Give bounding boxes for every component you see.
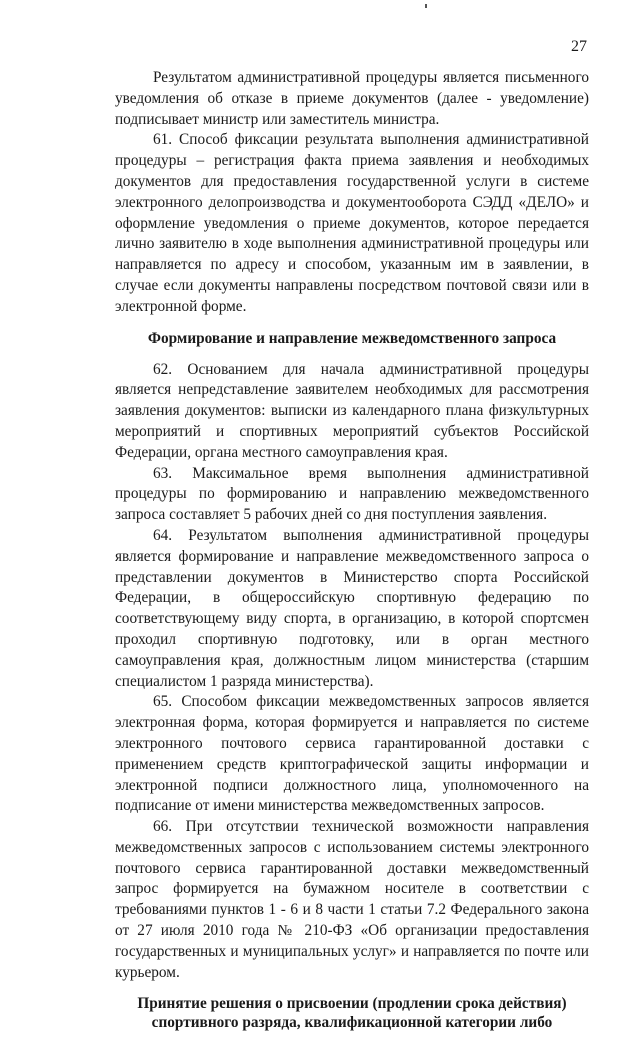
paragraph-63: 63. Максимальное время выполнения административной процедуры по формированию и направлению межведомственного запроса составляет 5 рабочих дней со дня поступления заявления. — [115, 464, 589, 524]
paragraph-62: 62. Основанием для начала административной процедуры является непредставление заявителем необходимых для рассмотрения заявления документов: выписки из календарного плана физкультурных мероприятий и спортивных мероприятий субъектов Российской Федерации, органа местного самоуправления края. — [115, 360, 589, 461]
paragraph-64: 64. Результатом выполнения административной процедуры является формирование и направление межведомственного запроса о представлении документов в Министерство спорта Российской Федерации, в общероссийскую спортивную федерацию по соответствующему виду спорта, в организацию, в которой спортсмен проходил спортивную подготовку, или в орган местного самоуправления края, должностным лицом министерства (старшим специалистом 1 разряда министерства). — [115, 526, 589, 690]
paragraph-65: 65. Способом фиксации межведомственных запросов является электронная форма, которая формируется и направляется по системе электронного почтового сервиса гарантированной доставки с применением средств криптографической защиты информации и электронной подписи должностного лица, уполномоченного на подписание от имени министерства межведомственных запросов. — [115, 693, 589, 815]
page-number: 27 — [571, 38, 587, 55]
paragraph-61: 61. Способ фиксации результата выполнения административной процедуры – регистрация факта приема заявления и необходимых документов для предоставления государственной услуги в системе электронного делопроизводства и документооборота СЭДД «ДЕЛО» и оформление уведомления о приеме документов, которое передается лично заявителю в ходе выполнения административной процедуры или направляется по адресу и способом, указанным им в заявлении, в случае если документы направлены посредством почтовой связи или в электронной форме. — [115, 131, 589, 315]
document-body — [115, 68, 589, 1044]
section-heading-decision: Принятие решения о присвоении (продлении срока действия) спортивного разряда, квалификационной категории либо — [137, 995, 567, 1032]
paragraph-60-result: Результатом административной процедуры является письменного уведомления об отказе в приеме документов (далее - уведомление) подписывает министр или заместитель министра. — [115, 69, 589, 128]
scan-artifact — [425, 4, 427, 8]
section-heading-interagency-request: Формирование и направление межведомственного запроса — [147, 329, 557, 347]
paragraph-66: 66. При отсутствии технической возможности направления межведомственных запросов с использованием системы электронного почтового сервиса гарантированной доставки межведомственный запрос формируется на бумажном носителе в соответствии с требованиями пунктов 1 - 6 и 8 части 1 статьи 7.2 Федерального закона от 27 июля 2010 года № 210-ФЗ «Об организации предоставления государственных и муниципальных услуг» и направляется по почте или курьером. — [115, 818, 589, 981]
